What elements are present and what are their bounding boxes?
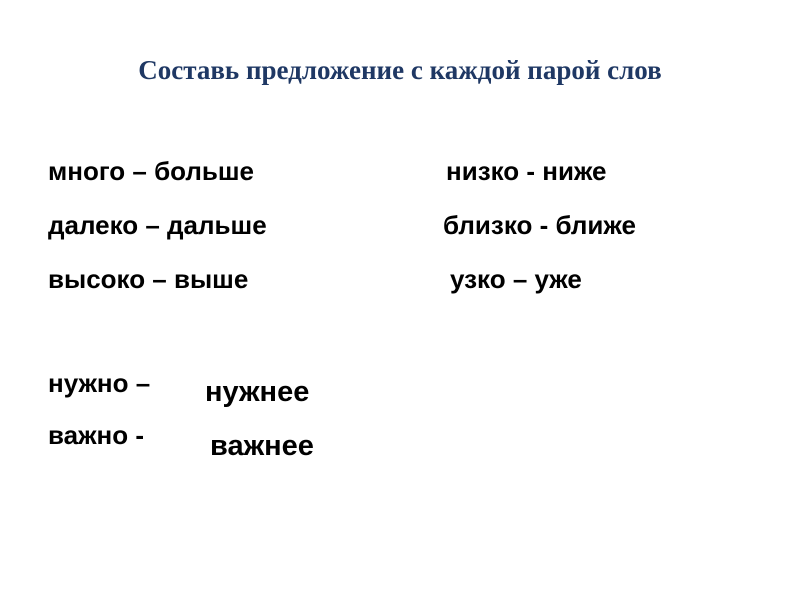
- task-prompt-1: нужно –: [48, 368, 151, 398]
- task-answer-1: нужнее: [205, 376, 310, 408]
- word-pair-right-2: близко - ближе: [443, 210, 636, 240]
- task-answer-2: важнее: [210, 430, 314, 462]
- slide-title: Составь предложение с каждой парой слов: [138, 55, 662, 85]
- word-pair-left-2: далеко – дальше: [48, 210, 267, 240]
- word-pair-right-3: узко – уже: [450, 264, 582, 294]
- task-prompt-2: важно -: [48, 420, 145, 450]
- word-pair-left-1: много – больше: [48, 156, 255, 186]
- word-pair-left-3: высоко – выше: [48, 264, 249, 294]
- word-pair-right-1: низко - ниже: [446, 156, 607, 186]
